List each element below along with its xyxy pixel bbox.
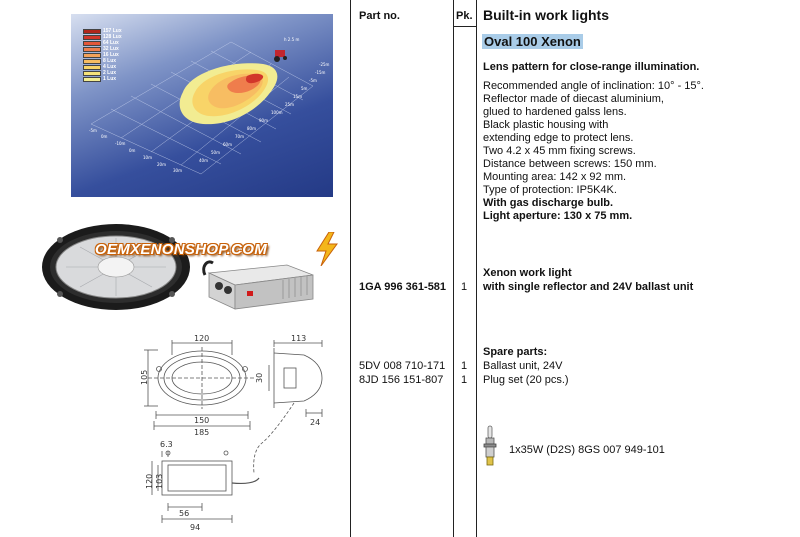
description-line: glued to hardened galss lens.	[483, 106, 627, 118]
product-name	[482, 34, 583, 50]
axis-label: -15m	[315, 70, 326, 75]
watermark: OEMXENONSHOP.COM	[95, 241, 268, 258]
axis-label: 80m	[247, 126, 256, 131]
lux-legend-swatch	[83, 29, 101, 34]
lux-legend-swatch	[83, 47, 101, 52]
description-line: Type of protection: IP5K4K.	[483, 184, 617, 196]
lightning-bolt-icon	[315, 232, 339, 266]
column-divider-pk-left	[453, 0, 454, 537]
spare-part-no: 8JD 156 151-807	[359, 374, 444, 386]
lux-legend-label: 32 Lux	[103, 46, 119, 52]
technical-drawings	[134, 333, 350, 533]
product-description	[483, 80, 704, 223]
axis-label: 15m	[293, 94, 302, 99]
axis-label: 100m	[271, 110, 283, 115]
axis-label: -10m	[115, 141, 126, 146]
spare-pk: 1	[461, 360, 468, 372]
dim-side: 30	[255, 372, 264, 383]
lux-legend-swatch	[83, 53, 101, 58]
axis-label: 10m	[143, 155, 152, 160]
lux-legend	[83, 28, 122, 82]
spare-part-no: 5DV 008 710-171	[359, 360, 446, 372]
axis-label: 30m	[173, 168, 182, 173]
dim-edge: 24	[310, 418, 321, 427]
axis-label: 25m	[285, 102, 294, 107]
description-line: Mounting area: 142 x 92 mm.	[483, 171, 627, 183]
axis-label: 50m	[211, 150, 220, 155]
dim-overall: 185	[194, 428, 210, 437]
spare-pk: 1	[461, 374, 468, 386]
column-divider-pk-right	[476, 0, 477, 537]
axis-label: 5m	[301, 86, 308, 91]
dim-mount: 150	[194, 416, 210, 425]
lux-legend-label: 2 Lux	[103, 70, 117, 76]
dim-width-top: 120	[194, 334, 210, 343]
oval-work-light-photo	[40, 222, 192, 312]
description-line: Recommended angle of inclination: 10° - 15°.	[483, 80, 704, 92]
axis-label: 60m	[223, 142, 232, 147]
lux-legend-label: 157 Lux	[103, 28, 122, 34]
description-line: Distance between screws: 150 mm.	[483, 158, 657, 170]
spare-parts-heading: Spare parts:	[483, 346, 548, 358]
description-line: extending edge to protect lens.	[483, 132, 634, 144]
axis-label: -25m	[319, 62, 330, 67]
axis-label: 0m	[101, 134, 108, 139]
dim-ballast-w2: 94	[190, 523, 201, 532]
spare-desc: Ballast unit, 24V	[483, 360, 563, 372]
axis-label: -5m	[309, 78, 317, 83]
description-line: Two 4.2 x 45 mm fixing screws.	[483, 145, 636, 157]
bulb-part-text: 1x35W (D2S) 8GS 007 949-101	[509, 444, 665, 456]
light-aperture: Light aperture: 130 x 75 mm.	[483, 210, 633, 222]
lens-pattern: Lens pattern for close-range illumination.	[483, 61, 700, 73]
header-pk: Pk.	[456, 10, 473, 22]
dim-ballast-h1: 120	[145, 473, 154, 489]
header-rule	[453, 26, 477, 27]
axis-label: 0m	[129, 148, 136, 153]
lux-legend-label: 128 Lux	[103, 34, 122, 40]
page-title: Built-in work lights	[483, 7, 609, 23]
lux-legend-label: 4 Lux	[103, 64, 117, 70]
lux-legend-swatch	[83, 35, 101, 40]
dim-height-left: 105	[140, 369, 149, 385]
main-item-line1: Xenon work light	[483, 267, 572, 279]
axis-label: 40m	[199, 158, 208, 163]
lux-legend-label: 16 Lux	[103, 52, 119, 58]
spare-desc: Plug set (20 pcs.)	[483, 374, 569, 386]
main-pk: 1	[461, 281, 468, 293]
axis-label: 90m	[259, 118, 268, 123]
lux-legend-row	[83, 76, 122, 82]
bulb-type: With gas discharge bulb.	[483, 197, 614, 209]
description-line: Black plastic housing with	[483, 119, 609, 131]
lux-legend-swatch	[83, 71, 101, 76]
dim-ballast-w1: 56	[179, 509, 190, 518]
lux-legend-swatch	[83, 59, 101, 64]
dim-depth: 113	[291, 334, 307, 343]
lux-legend-label: 1 Lux	[103, 76, 117, 82]
ballast-unit-photo	[195, 253, 318, 313]
main-part-no: 1GA 996 361-581	[359, 281, 447, 293]
axis-label: -5m	[89, 128, 97, 133]
lux-legend-swatch	[83, 65, 101, 70]
axis-label: 70m	[235, 134, 244, 139]
description-line: Reflector made of diecast aluminium,	[483, 93, 664, 105]
tilt-label: h 2.5 m	[284, 37, 300, 42]
lux-legend-swatch	[83, 41, 101, 46]
lux-legend-swatch	[83, 77, 101, 82]
xenon-bulb-icon	[482, 425, 498, 467]
product-name-text: Oval 100 Xenon	[484, 34, 581, 49]
column-divider-left	[350, 0, 351, 537]
header-part-no: Part no.	[359, 10, 400, 22]
main-item-line2: with single reflector and 24V ballast unit	[483, 281, 694, 293]
axis-label: 20m	[157, 162, 166, 167]
dim-ballast-h2: 103	[155, 473, 164, 489]
lux-legend-label: 8 Lux	[103, 58, 117, 64]
dim-hole: 6.3	[160, 440, 173, 449]
lux-legend-label: 64 Lux	[103, 40, 119, 46]
